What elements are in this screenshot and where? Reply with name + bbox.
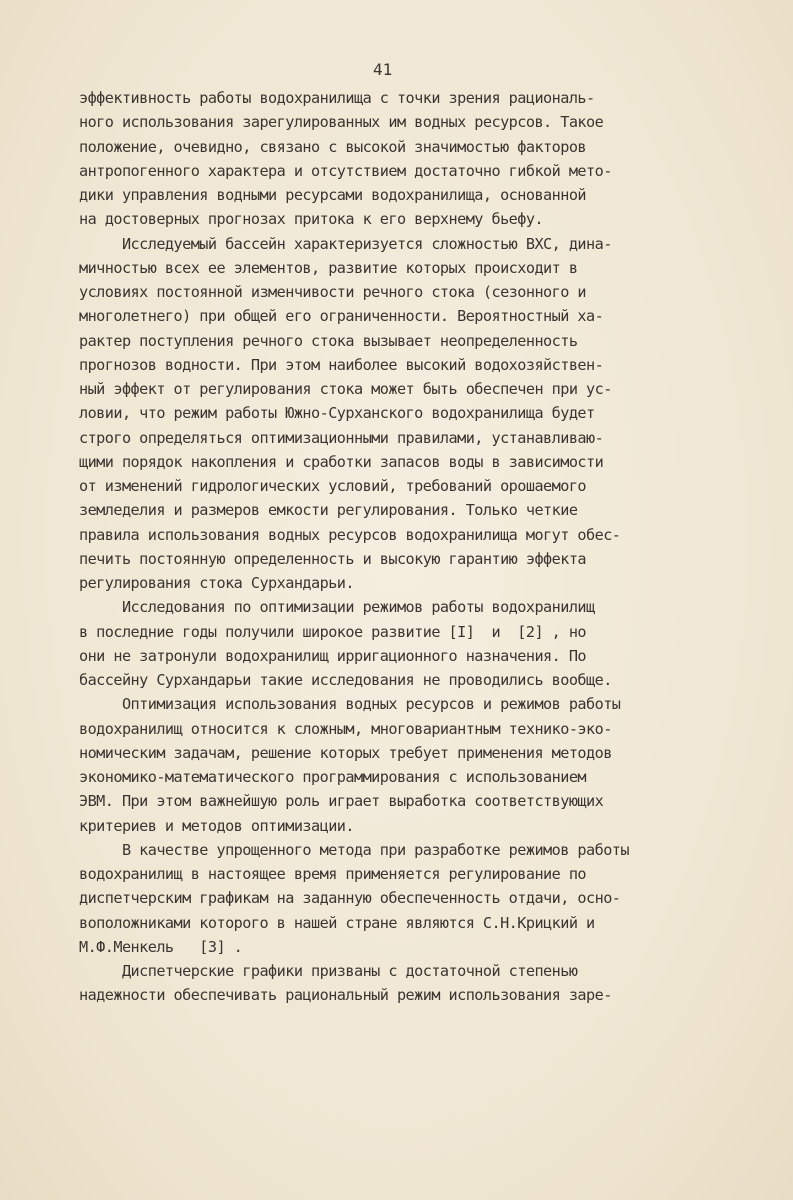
text-line: В качестве упрощенного метода при разработке режимов работы [79,840,629,859]
text-line: мичностью всех ее элементов, развитие которых происходит в [79,258,578,277]
text-line: дики управления водными ресурсами водохранилища, основанной [79,186,587,204]
text-line: земледелия и размеров емкости регулирования. Только четкие [79,501,578,520]
text-line: экономико-математического программирования с использованием [79,768,587,786]
text-line: печить постоянную определенность и высокую гарантию эффекта [79,549,587,568]
text-line: номическим задачам, решение которых требует применения методов [79,743,612,762]
text-line: на достоверных прогнозах притока к его верхнему бьефу. [79,210,544,229]
text-line: М.Ф.Менкель [3] . [79,937,243,956]
text-line: положение, очевидно, связано с высокой значимостью факторов [79,137,587,156]
body-text [79,86,779,1008]
text-line: они не затронули водохранилищ ирригационного назначения. По [79,646,587,665]
text-line: водохранилищ в настоящее время применяется регулирование по [79,865,587,883]
text-line: строго определяться оптимизационными правилами, устанавливаю- [79,428,604,447]
page-number: 41 [373,60,393,79]
text-line: критериев и методов оптимизации. [79,816,354,835]
text-line: водохранилищ относится к сложным, многовариантным технико-эко- [79,719,612,738]
text-line: правила использования водных ресурсов водохранилища могут обес- [79,525,621,544]
text-line: Исследуемый бассейн характеризуется сложностью ВХС, дина- [79,234,612,253]
text-line: Исследования по оптимизации режимов работы водохранилищ [79,598,595,617]
text-line: ловии, что режим работы Южно-Сурханского водохранилища будет [79,404,595,423]
text-line: рактер поступления речного стока вызывает неопределенность [79,331,578,350]
text-line: надежности обеспечивать рациональный режим использования заре- [79,986,612,1005]
text-line: ЭВМ. При этом важнейшую роль играет выработка соответствующих [79,792,604,811]
text-line: диспетчерским графикам на заданную обеспеченность отдачи, осно- [79,889,621,908]
text-line: прогнозов водности. При этом наиболее высокий водохозяйствен- [79,355,604,374]
text-line: Оптимизация использования водных ресурсов и режимов работы [79,695,621,714]
text-line: воположниками которого в нашей стране являются С.Н.Крицкий и [79,913,595,932]
text-line: от изменений гидрологических условий, требований орошаемого [79,477,587,495]
text-line: Диспетчерские графики призваны с достаточной степенью [79,962,578,980]
text-line: условиях постоянной изменчивости речного стока (сезонного и [79,283,587,301]
text-line: антропогенного характера и отсутствием достаточно гибкой мето- [79,161,612,180]
text-line: эффективность работы водохранилища с точки зрения рациональ- [79,89,595,107]
text-line: многолетнего) при общей его ограниченности. Вероятностный ха- [79,307,604,326]
text-line: щими порядок накопления и сработки запасов воды в зависимости [79,452,604,471]
text-line: ного использования зарегулированных им водных ресурсов. Такое [79,113,604,132]
text-line: бассейну Сурхандарьи такие исследования не проводились вообще. [79,671,612,689]
text-line: регулирования стока Сурхандарьи. [79,574,354,592]
text-line: в последние годы получили широкое развитие [I] и [2] , но [79,622,587,641]
text-line: ный эффект от регулирования стока может быть обеспечен при ус- [79,380,612,398]
